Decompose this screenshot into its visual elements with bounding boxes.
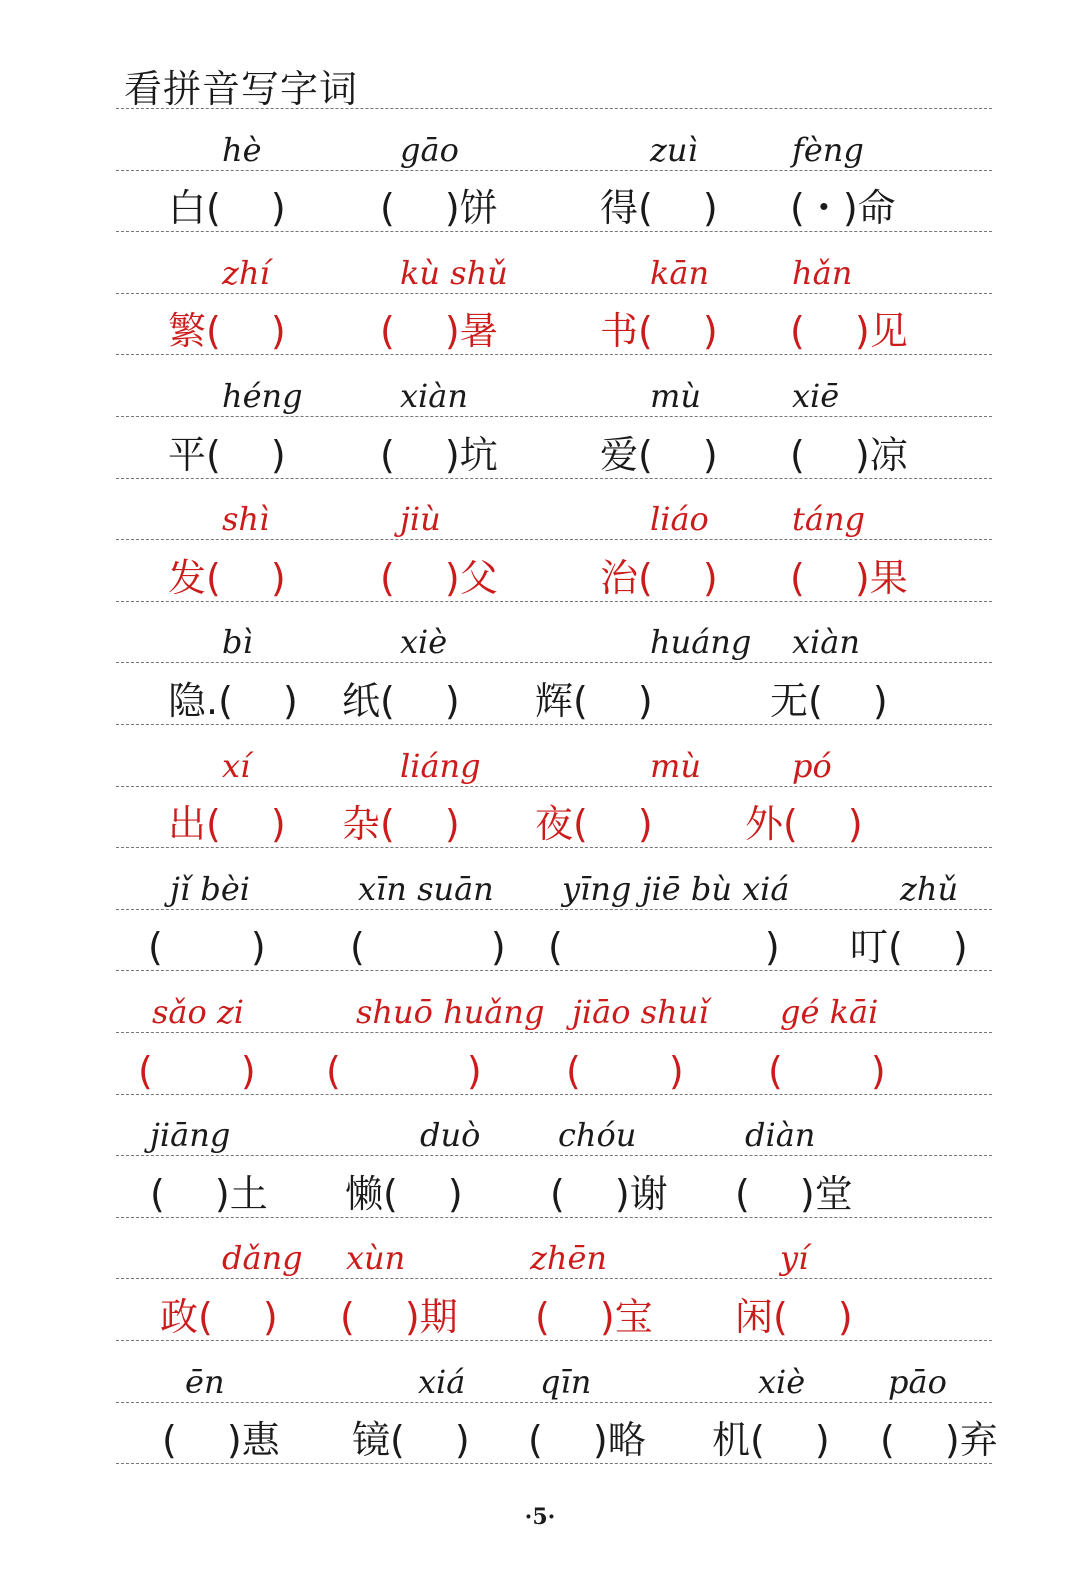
ruled-line xyxy=(116,416,992,417)
word-blank: 叮( ) xyxy=(850,925,968,969)
pinyin-row xyxy=(0,1095,1080,1155)
pinyin-label: bì xyxy=(222,623,253,661)
word-blank: ( ) xyxy=(548,925,780,969)
word-blank: ( )期 xyxy=(340,1295,458,1339)
ruled-line xyxy=(116,231,992,232)
word-row xyxy=(0,787,1080,847)
pinyin-label: yīng jiē bù xiá xyxy=(562,870,790,908)
word-blank: ( )土 xyxy=(150,1172,268,1216)
pinyin-label: gé kāi xyxy=(780,993,879,1031)
pinyin-label: liáng xyxy=(400,747,481,785)
word-blank: 无( ) xyxy=(770,679,888,723)
pinyin-row xyxy=(0,726,1080,786)
pinyin-row xyxy=(0,602,1080,662)
word-blank: ( ) xyxy=(566,1049,684,1093)
word-blank: ( ) xyxy=(326,1049,482,1093)
word-blank: 政( ) xyxy=(160,1295,278,1339)
word-blank: ( )宝 xyxy=(535,1295,653,1339)
pinyin-label: zhǔ xyxy=(900,870,959,908)
pinyin-label: fèng xyxy=(792,131,864,169)
pinyin-label: shuō huǎng xyxy=(356,993,545,1031)
pinyin-label: héng xyxy=(222,377,303,415)
pinyin-label: xīn suān xyxy=(358,870,494,908)
word-blank: ( ) xyxy=(148,925,266,969)
word-blank: 隐.( ) xyxy=(168,679,298,723)
word-row xyxy=(0,171,1080,231)
word-blank: 繁( ) xyxy=(168,309,286,353)
word-blank: 闲( ) xyxy=(735,1295,853,1339)
word-blank: ( )惠 xyxy=(162,1418,280,1462)
pinyin-label: xiàn xyxy=(400,377,468,415)
pinyin-label: mù xyxy=(650,747,701,785)
word-blank: ( ) xyxy=(138,1049,256,1093)
word-blank: 外( ) xyxy=(745,802,863,846)
pinyin-label: pó xyxy=(792,747,832,785)
pinyin-label: jiù xyxy=(400,500,441,538)
ruled-line xyxy=(116,1155,992,1156)
word-blank: ( )弃 xyxy=(880,1418,998,1462)
pinyin-label: pāo xyxy=(888,1363,947,1401)
pinyin-row xyxy=(0,110,1080,170)
pinyin-label: dǎng xyxy=(222,1239,303,1277)
pinyin-label: hǎn xyxy=(792,254,853,292)
pinyin-row xyxy=(0,356,1080,416)
word-blank: 出( ) xyxy=(168,802,286,846)
pinyin-label: xùn xyxy=(346,1239,406,1277)
pinyin-label: mù xyxy=(650,377,701,415)
pinyin-row xyxy=(0,479,1080,539)
ruled-line xyxy=(116,847,992,848)
pinyin-row xyxy=(0,233,1080,293)
word-blank: 镜( ) xyxy=(352,1418,470,1462)
word-row xyxy=(0,1280,1080,1340)
ruled-line xyxy=(116,1340,992,1341)
word-blank: ( ) xyxy=(350,925,506,969)
pinyin-row xyxy=(0,849,1080,909)
word-row xyxy=(0,910,1080,970)
word-row xyxy=(0,1157,1080,1217)
pinyin-label: xiàn xyxy=(792,623,860,661)
word-row xyxy=(0,294,1080,354)
pinyin-label: jǐ bèi xyxy=(170,870,250,908)
pinyin-label: xiè xyxy=(400,623,448,661)
word-blank: 发( ) xyxy=(168,556,286,600)
word-row xyxy=(0,541,1080,601)
word-blank: 懒( ) xyxy=(345,1172,463,1216)
pinyin-label: kù shǔ xyxy=(400,254,508,292)
word-blank: 爱( ) xyxy=(600,433,718,477)
word-blank: ( )饼 xyxy=(380,186,498,230)
word-blank: ( )凉 xyxy=(790,433,908,477)
pinyin-label: shì xyxy=(222,500,270,538)
word-blank: 书( ) xyxy=(600,309,718,353)
word-row xyxy=(0,1403,1080,1463)
pinyin-label: huáng xyxy=(650,623,752,661)
word-blank: ( )见 xyxy=(790,309,908,353)
pinyin-label: zhēn xyxy=(530,1239,608,1277)
pinyin-row xyxy=(0,1218,1080,1278)
ruled-line xyxy=(116,970,992,971)
word-blank: ( )暑 xyxy=(380,309,498,353)
pinyin-label: sǎo zi xyxy=(152,993,245,1031)
pinyin-label: jiāo shuǐ xyxy=(572,993,709,1031)
pinyin-label: liáo xyxy=(650,500,709,538)
word-blank: 机( ) xyxy=(712,1418,830,1462)
pinyin-label: chóu xyxy=(558,1116,637,1154)
word-blank: 杂( ) xyxy=(342,802,460,846)
word-row xyxy=(0,664,1080,724)
pinyin-label: zuì xyxy=(650,131,698,169)
pinyin-row xyxy=(0,972,1080,1032)
word-blank: 白( ) xyxy=(168,186,286,230)
word-blank: ( )谢 xyxy=(550,1172,668,1216)
word-blank: ( )坑 xyxy=(380,433,498,477)
word-row xyxy=(0,1034,1080,1094)
ruled-line xyxy=(116,1463,992,1464)
word-blank: 纸( ) xyxy=(342,679,460,723)
word-blank: ( )果 xyxy=(790,556,908,600)
ruled-line xyxy=(116,354,992,355)
pinyin-label: gāo xyxy=(400,131,459,169)
ruled-line xyxy=(116,539,992,540)
ruled-line xyxy=(116,1032,992,1033)
word-blank: 治( ) xyxy=(600,556,718,600)
pinyin-label: qīn xyxy=(540,1363,592,1401)
ruled-line xyxy=(116,108,992,109)
pinyin-label: hè xyxy=(222,131,262,169)
word-blank: 得( ) xyxy=(600,186,718,230)
word-blank: 辉( ) xyxy=(535,679,653,723)
pinyin-label: xiá xyxy=(418,1363,466,1401)
pinyin-label: yí xyxy=(780,1239,809,1277)
ruled-line xyxy=(116,724,992,725)
word-blank: ( )父 xyxy=(380,556,498,600)
pinyin-label: duò xyxy=(420,1116,481,1154)
ruled-line xyxy=(116,662,992,663)
pinyin-label: kān xyxy=(650,254,710,292)
word-blank: 平( ) xyxy=(168,433,286,477)
pinyin-label: xiē xyxy=(792,377,840,415)
word-blank: ( ) xyxy=(768,1049,886,1093)
word-blank: ( )略 xyxy=(528,1418,646,1462)
word-blank: (・)命 xyxy=(790,186,896,230)
pinyin-label: ēn xyxy=(185,1363,225,1401)
ruled-line xyxy=(116,1278,992,1279)
word-row xyxy=(0,418,1080,478)
word-blank: ( )堂 xyxy=(735,1172,853,1216)
page-number: ·5· xyxy=(524,1504,556,1530)
pinyin-label: xí xyxy=(222,747,251,785)
pinyin-label: xiè xyxy=(758,1363,806,1401)
pinyin-label: diàn xyxy=(745,1116,816,1154)
pinyin-label: jiāng xyxy=(150,1116,231,1154)
word-blank: 夜( ) xyxy=(535,802,653,846)
pinyin-label: zhí xyxy=(222,254,270,292)
pinyin-row xyxy=(0,1342,1080,1402)
worksheet-title: 看拼音写字词 xyxy=(124,67,359,111)
pinyin-label: táng xyxy=(792,500,866,538)
